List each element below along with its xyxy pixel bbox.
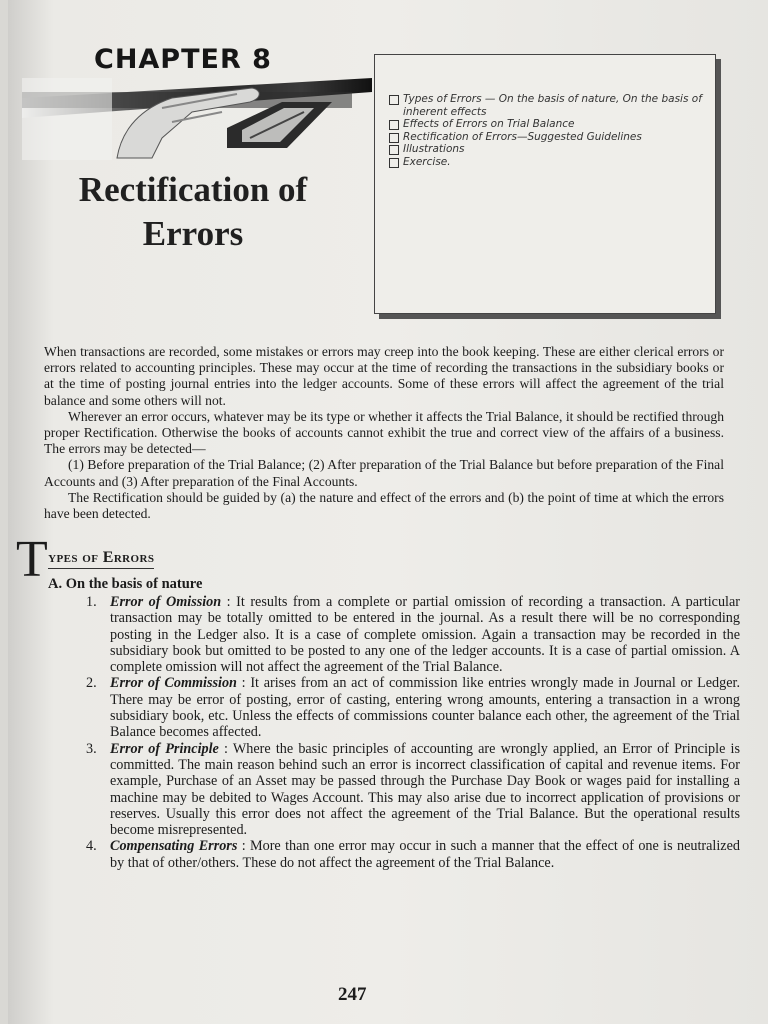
error-description: : It arises from an act of commission like entries wrongly made in Journal or Ledger. There may be error of posting, error of casting, entering wrong amounts, entering a transaction in a wrong subsidiary book, etc. Unless the effects of commissions counter balance each other, the agreement of the Trial Balance becomes affected. xyxy=(110,675,741,741)
list-item xyxy=(84,741,740,839)
section-heading-dropcap: T xyxy=(16,531,49,588)
contents-item xyxy=(389,131,707,144)
chapter-title-line2: Errors xyxy=(142,214,244,253)
error-term: Error of Commission xyxy=(110,675,237,692)
intro-paragraph: The Rectification should be guided by (a) the nature and effect of the errors and (b) the point of time at which the errors have been detected. xyxy=(44,489,724,522)
list-item-number: 3. xyxy=(86,740,97,757)
error-term: Error of Principle xyxy=(110,740,219,757)
chapter-banner-image xyxy=(22,78,372,160)
error-description: : Where the basic principles of accounting are wrongly applied, an Error of Principle is committed. The main reason behind such an error is incorrect classification of capital and revenue items. For example, Purchase of an Asset may be passed through the Purchase Day Book or wages paid for installing a machine may be debited to Wages Account. This may also arise due to incorrect application of provisions or reserves. Usually this error does not affect the agreement of the Trial Balance. But the operational results become misrepresented. xyxy=(110,740,740,839)
chapter-contents-list xyxy=(375,55,715,168)
contents-item-label: Rectification of Errors—Suggested Guidelines xyxy=(403,130,642,143)
error-term: Compensating Errors xyxy=(110,838,238,855)
checkbox-icon xyxy=(389,120,399,130)
list-item xyxy=(84,838,740,871)
error-term: Error of Omission xyxy=(110,594,222,610)
contents-item-label: Effects of Errors on Trial Balance xyxy=(403,118,575,130)
error-description: : It results from a complete or partial omission of recording a transaction. A particular transaction may be totally omitted to be entered in the journal. As a result there will be no corresponding posting in the Ledger also. It is a case of complete omission. Again a transaction may be recorded in the subsidiary book but omitted to be posted to any one of the ledger accounts. It is a case of partial omission. A complete omission will not affect the agreement of the Trial Balance. xyxy=(110,594,740,676)
chapter-contents-box xyxy=(374,54,716,314)
list-item-number: 1. xyxy=(86,594,97,610)
intro-paragraph: Wherever an error occurs, whatever may be its type or whether it affects the Trial Balance, it should be rectified through proper Rectification. Otherwise the books of accounts cannot exhibit the true and correct view of the affairs of a business. The errors may be detected— xyxy=(44,408,724,457)
book-page xyxy=(8,0,768,1024)
contents-item xyxy=(389,156,707,169)
list-item-number: 2. xyxy=(86,675,97,692)
subsection-heading: A. On the basis of nature xyxy=(48,576,203,592)
checkbox-icon xyxy=(389,145,399,155)
intro-paragraph: When transactions are recorded, some mistakes or errors may creep into the book keeping. These are either clerical errors or errors related to accounting principles. These may occur at the time of recording the transactions in the subsidiary books or at the time of posting journal entries into the ledger accounts. Some of these errors will affect the agreement of the trial balance and some others will not. xyxy=(44,344,724,408)
chapter-label: CHAPTER 8 xyxy=(94,44,272,75)
contents-item-label: Exercise. xyxy=(403,155,451,168)
list-item xyxy=(84,594,740,675)
checkbox-icon xyxy=(389,95,399,105)
contents-item xyxy=(389,118,707,131)
list-item-number: 4. xyxy=(86,838,97,855)
chapter-title xyxy=(48,168,338,256)
error-types-list xyxy=(84,594,740,871)
chapter-title-line1: Rectification of xyxy=(78,170,308,209)
contents-item xyxy=(389,93,707,118)
contents-item-label: Illustrations xyxy=(403,143,465,155)
checkbox-icon xyxy=(389,133,399,143)
checkbox-icon xyxy=(389,158,399,168)
page-number: 247 xyxy=(338,984,367,1005)
error-description: : More than one error may occur in such a manner that the effect of one is neutralized by that of other/others. These do not affect the agreement of the Trial Balance. xyxy=(110,838,740,871)
contents-item xyxy=(389,143,707,156)
list-item xyxy=(84,675,740,740)
contents-item-label: Types of Errors — On the basis of nature, On the basis of inherent effects xyxy=(403,93,702,118)
section-heading-text: ypes of Errors xyxy=(48,549,154,569)
intro-paragraph: (1) Before preparation of the Trial Balance; (2) After preparation of the Trial Balance but before preparation of the Final Accounts and (3) After preparation of the Final Accounts. xyxy=(44,457,724,489)
intro-text xyxy=(44,344,724,522)
